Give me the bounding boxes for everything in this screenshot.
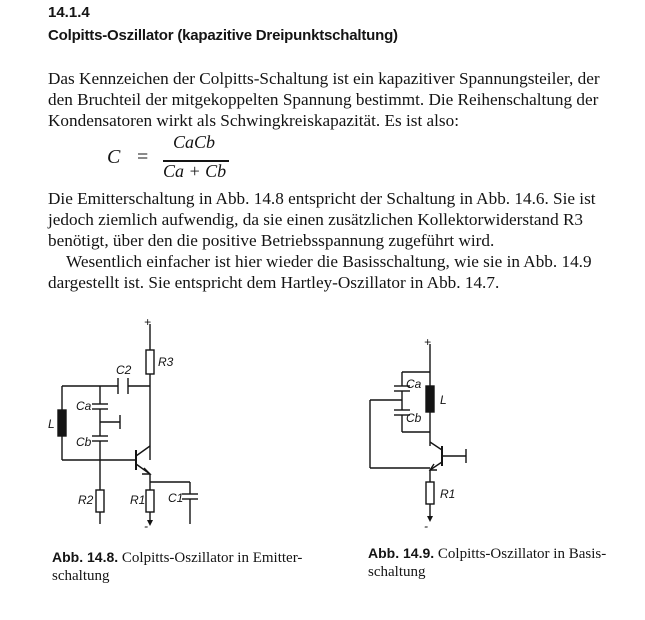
formula-equals: = [137, 146, 149, 168]
fig2-plus-label: + [424, 336, 432, 349]
fig1-c2-label: C2 [116, 363, 132, 377]
fig1-l-label: L [48, 417, 55, 431]
paragraph-1-line-2: den Bruchteil der mitgekoppelten Spannung bestimmt. Die Reihenschaltung der [48, 90, 599, 109]
fig1-caption-label: Abb. 14.8. [52, 549, 119, 565]
formula-numerator: CaCb [173, 132, 216, 152]
fig1-c1-label: C1 [168, 491, 184, 505]
fig1-r3-label: R3 [158, 355, 174, 369]
paragraph-2-line-2: jedoch ziemlich aufwendig, da sie einen zusätzlichen Kollektorwiderstand R3 [48, 210, 584, 229]
paragraph-2-line-3: benötigt, über den die positive Betriebsspannung zugeführt wird. [48, 231, 495, 250]
fig2-caption-label: Abb. 14.9. [368, 545, 435, 561]
paragraph-2 [48, 188, 614, 293]
fig1-caption-line-1: Colpitts-Oszillator in Emitter- [121, 550, 303, 566]
section-title: Colpitts-Oszillator (kapazitive Dreipunktschaltung) [48, 27, 398, 44]
fig2-ca-label: Ca [406, 377, 422, 391]
fig1-cb-label: Cb [76, 435, 92, 449]
fig1-r2-label: R2 [78, 493, 94, 507]
section-number: 14.1.4 [48, 4, 90, 21]
formula-lhs: C [107, 146, 121, 168]
fig1-plus-label: + [144, 318, 152, 329]
paragraph-1 [48, 68, 614, 131]
fig2-l-label: L [440, 393, 447, 407]
paragraph-3-line-1: Wesentlich einfacher ist hier wieder die Basisschaltung, wie sie in Abb. 14.9 [66, 252, 592, 271]
figure-14-9-circuit [362, 336, 492, 532]
paragraph-2-line-1: Die Emitterschaltung in Abb. 14.8 entspricht der Schaltung in Abb. 14.6. Sie ist [48, 189, 596, 208]
fig2-caption-line-1: Colpitts-Oszillator in Basis- [437, 546, 607, 562]
fig2-minus-label: - [424, 519, 428, 532]
figure-14-8-circuit [40, 318, 210, 530]
fig2-cb-label: Cb [406, 411, 422, 425]
fig2-caption-line-2: schaltung [368, 564, 426, 580]
paragraph-1-line-3: Kondensatoren wirkt als Schwingkreiskapazität. Es ist also: [48, 111, 459, 130]
fig2-r1-label: R1 [440, 487, 456, 501]
fig1-minus-label: - [144, 519, 148, 530]
fig1-ca-label: Ca [76, 399, 92, 413]
paragraph-1-line-1: Das Kennzeichen der Colpitts-Schaltung ist ein kapazitiver Spannungsteiler, der [48, 69, 600, 88]
figure-14-8-caption [52, 548, 332, 585]
fig1-r1-label: R1 [130, 493, 146, 507]
paragraph-3-line-2: dargestellt ist. Sie entspricht dem Hartley-Oszillator in Abb. 14.7. [48, 273, 500, 292]
figure-14-9-caption [368, 544, 628, 581]
fig1-caption-line-2: schaltung [52, 568, 110, 584]
formula-denominator: Ca + Cb [163, 161, 227, 181]
